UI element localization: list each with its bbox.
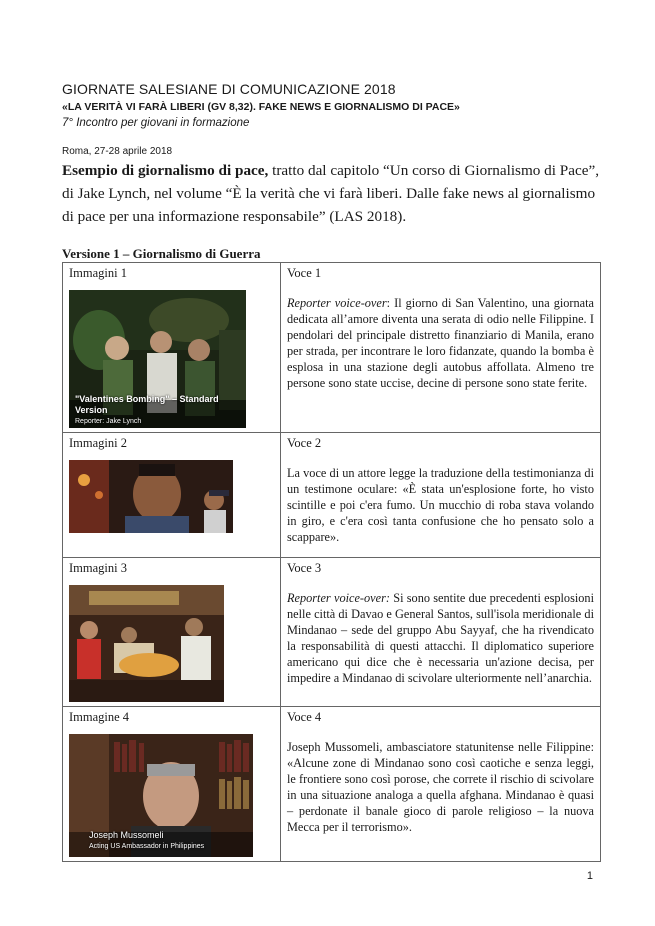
event-title: GIORNATE SALESIANE DI COMUNICAZIONE 2018 <box>62 81 396 97</box>
voice-body: : Il giorno di San Valentino, una giornata dedicata all’amore diventa una serata di odio nelle Filippine. I pendolari del principale distretto finanziario di Manila, erano per strada, per incontrare le loro fidanzate, quando la bomba è esplosa in una stazione degli autobus affollata. Almeno tre persone sono state uccise, decine di persone sono state ferite. <box>287 296 594 390</box>
voice-cell <box>281 707 601 862</box>
table-row <box>63 433 601 558</box>
photo-rescue-scene <box>69 585 224 702</box>
caption-main: "Valentines Bombing" – Standard Version <box>75 394 219 415</box>
image-cell <box>63 263 281 433</box>
table-row <box>63 707 601 862</box>
photo-image <box>69 585 224 702</box>
image-cell <box>63 433 281 558</box>
voice-text <box>287 739 594 835</box>
voice-text <box>287 465 594 545</box>
page-number: 1 <box>586 870 593 882</box>
table-row <box>63 263 601 433</box>
photo-valentines-bombing <box>69 290 246 428</box>
intro-text: tratto dal capitolo “Un corso di Giornalismo di Pace”, di Jake Lynch, nel volume “È la verità che vi farà liberi. Dalle fake news al giornalismo di pace per una informazione responsabile” (LAS 2018). <box>62 162 599 225</box>
voice-label: Voce 2 <box>287 436 322 450</box>
voice-label: Voce 4 <box>287 710 322 724</box>
event-subtitle: «LA VERITÀ VI FARÀ LIBERI (GV 8,32). FAKE NEWS E GIORNALISMO DI PACE» <box>62 101 460 113</box>
intro-paragraph <box>62 159 602 228</box>
image-label: Immagini 1 <box>69 266 127 280</box>
voice-body: La voce di un attore legge la traduzione della testimonianza di un testimone oculare: «È stata un'esplosione forte, ho visto scintille e poi c'era fumo. Un mucchio di roba stava volando in giro, e c'era così tanta confusione che ho pensato solo a scappare». <box>287 466 594 544</box>
voice-body: Si sono sentite due precedenti esplosioni nelle città di Davao e General Santos, sull'isola meridionale di Mindanao – sede del gruppo Abu Sayyaf, che ha rivendicato la responsabilità di questi attacchi. Il diplomatico superiore americano qui dice che è necessaria un'azione decisa, per impedire a Mindanao di scivolare ulteriormente nell’anarchia. <box>287 591 594 685</box>
version-title: Versione 1 – Giornalismo di Guerra <box>62 246 261 261</box>
image-cell <box>63 707 281 862</box>
voice-text <box>287 590 594 686</box>
photo-image <box>69 460 233 533</box>
document-date: Roma, 27-28 aprile 2018 <box>62 146 173 157</box>
caption-sub: Acting US Ambassador in Philippines <box>89 843 205 850</box>
comparison-table <box>62 262 601 862</box>
voice-label: Voce 3 <box>287 561 322 575</box>
caption-sub: Reporter: Jake Lynch <box>75 418 142 425</box>
voice-text <box>287 295 594 391</box>
image-label: Immagine 4 <box>69 710 130 724</box>
voice-cell <box>281 433 601 558</box>
caption-main: Joseph Mussomeli <box>89 830 164 840</box>
voice-label: Voce 1 <box>287 266 322 280</box>
document-header <box>62 80 602 131</box>
image-label: Immagini 2 <box>69 436 127 450</box>
event-note: 7° Incontro per giovani in formazione <box>62 117 250 129</box>
photo-caption <box>75 394 246 427</box>
voice-prefix: Reporter voice-over: <box>287 591 390 605</box>
voice-cell <box>281 558 601 707</box>
voice-cell <box>281 263 601 433</box>
image-label: Immagini 3 <box>69 561 127 575</box>
image-cell <box>63 558 281 707</box>
voice-body: Joseph Mussomeli, ambasciatore statunitense nelle Filippine: «Alcune zone di Mindanao sono così caotiche e senza leggi, le frontiere sono così porose, che correte il rischio di scivolare in una situazione analoga a quella afghana. Mindanao è quasi – perdonate il banale gioco di parole religioso – la nuova Mecca per il terrorismo». <box>287 740 594 834</box>
voice-prefix: Reporter voice-over <box>287 296 387 310</box>
photo-ambassador <box>69 734 253 857</box>
intro-bold: Esempio di giornalismo di pace, <box>62 162 269 179</box>
table-row <box>63 558 601 707</box>
photo-caption <box>89 830 204 852</box>
photo-eyewitness <box>69 460 233 533</box>
